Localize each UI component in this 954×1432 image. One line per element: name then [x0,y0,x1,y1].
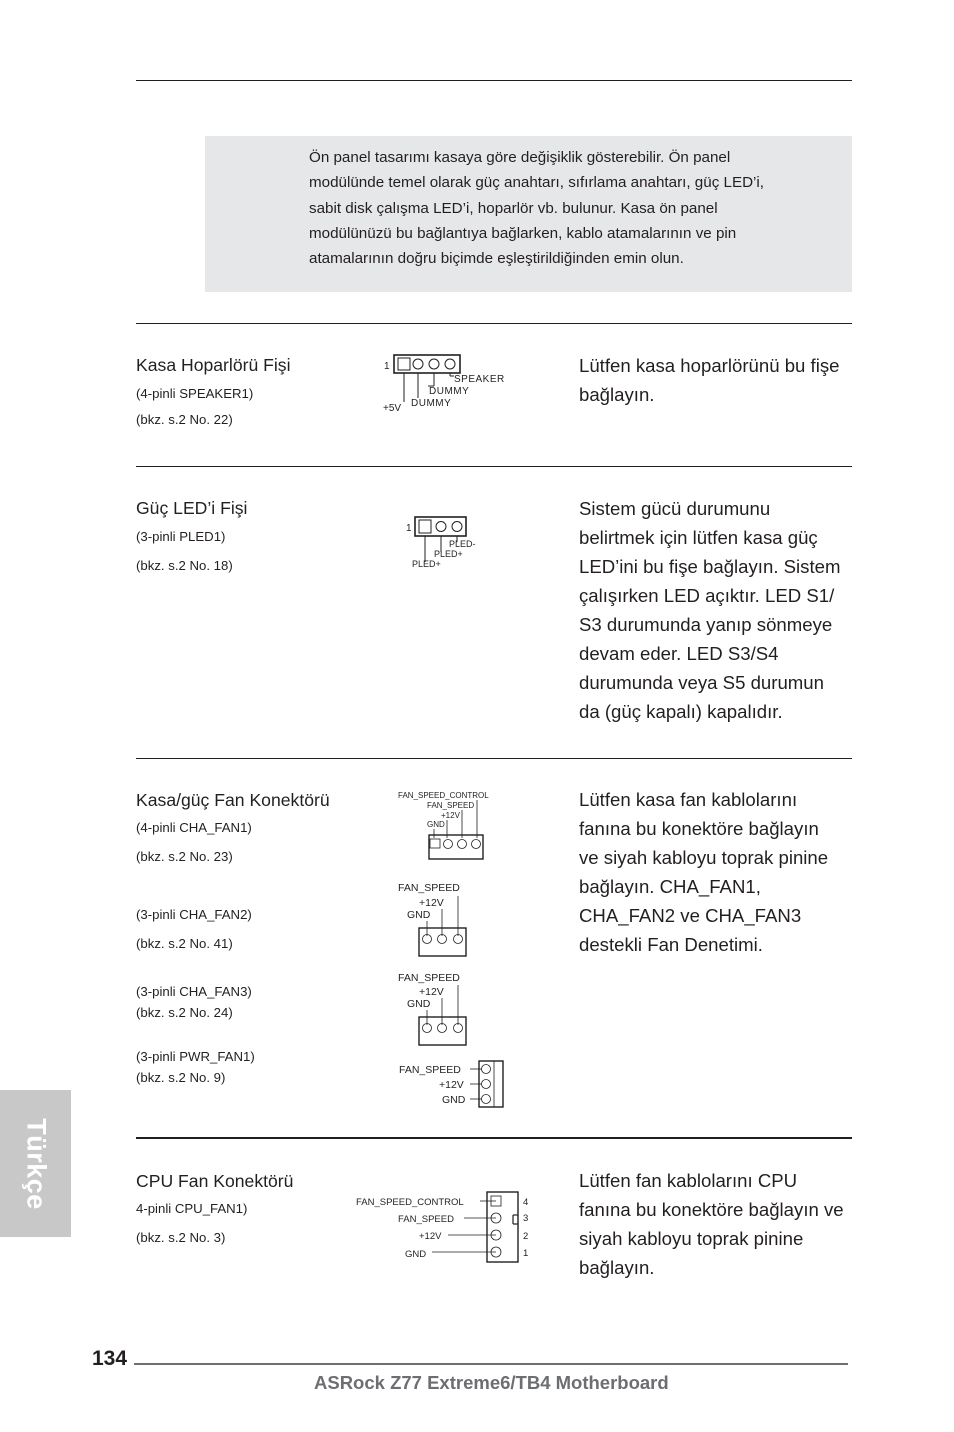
pin1-label: 1 [523,1248,529,1259]
desc-line: LED’ini bu fişe bağlayın. Sistem [579,556,841,577]
chafan2-pins: (3-pinli CHA_FAN2) [136,907,252,922]
desc-line: da (güç kapalı) kapalıdır. [579,701,783,722]
dummy-label: DUMMY [429,386,470,397]
note-line: Ön panel tasarımı kasaya göre değişiklik gösterebilir. Ön panel [309,149,731,166]
chafan1-ref: (bkz. s.2 No. 23) [136,849,233,864]
gnd-label: GND [442,1094,466,1106]
pin4-label: 4 [523,1197,529,1208]
footer-title: ASRock Z77 Extreme6/TB4 Motherboard [314,1372,669,1393]
fan-speed-label: FAN_SPEED [427,801,475,810]
fan-speed-label: FAN_SPEED [399,1064,461,1076]
plus5v-label: +5V [383,403,402,414]
speaker-pins: (4-pinli SPEAKER1) [136,386,254,401]
chafan-description [579,785,828,959]
desc-line: Lütfen kasa hoparlörünü bu fişe [579,355,840,376]
desc-line: Lütfen fan kablolarını CPU [579,1170,798,1191]
desc-line: fanına bu konektöre bağlayın [579,818,819,839]
speaker-description [579,351,840,409]
cpufan-ref: (bkz. s.2 No. 3) [136,1230,226,1245]
plus12v-label: +12V [419,986,444,998]
pwrfan-ref: (bkz. s.2 No. 9) [136,1070,226,1085]
gnd-label: GND [407,998,431,1010]
pwrfan-connector-diagram [396,1058,508,1110]
pled-description [579,494,840,726]
plus12v-label: +12V [441,811,460,820]
pwrfan-pins: (3-pinli PWR_FAN1) [136,1049,255,1064]
note-text [309,145,829,271]
desc-line: destekli Fan Denetimi. [579,934,763,955]
chafan-title: Kasa/güç Fan Konektörü [136,790,330,810]
top-divider [136,80,852,81]
gnd-label: GND [407,909,431,921]
note-line: sabit disk çalışma LED’i, hoparlör vb. bulunur. Kasa ön panel [309,199,718,217]
language-label: Türkçe [21,1117,51,1210]
fan-speed-control-label: FAN_SPEED_CONTROL [356,1197,464,1208]
desc-line: bağlayın. [579,384,655,405]
chafan1-connector-diagram [396,788,506,864]
dummy-label-2: DUMMY [411,398,452,409]
desc-line: durumunda veya S5 durumun [579,672,824,693]
desc-line: S3 durumunda yanıp sönmeye [579,614,833,635]
pled-minus-label: PLED- [449,539,476,549]
chafan3-ref: (bkz. s.2 No. 24) [136,1005,233,1020]
pled-plus-label: PLED+ [434,549,463,559]
desc-line: bağlayın. [579,1257,655,1278]
section-divider [136,466,852,467]
desc-line: belirtmek için lütfen kasa güç [579,527,818,548]
speaker-label: SPEAKER [454,374,505,385]
pin1-label: 1 [384,361,390,372]
speaker-ref: (bkz. s.2 No. 22) [136,412,233,427]
note-line: atamalarının doğru biçimde eşleştirildiğinden emin olun. [309,250,684,268]
plus12v-label: +12V [419,897,444,909]
pled-ref: (bkz. s.2 No. 18) [136,558,233,573]
section-divider [136,758,852,759]
chafan2-connector-diagram [396,880,486,960]
speaker-connector-diagram [378,350,518,414]
chafan3-connector-diagram [396,970,486,1050]
gnd-label: GND [405,1249,427,1260]
chafan1-pins: (4-pinli CHA_FAN1) [136,820,252,835]
section-divider [136,1137,852,1139]
cpufan-description [579,1166,844,1282]
pled-connector-diagram [402,512,492,572]
desc-line: ve siyah kabloyu toprak pinine [579,847,829,868]
fan-speed-label: FAN_SPEED [398,1214,454,1225]
plus12v-label: +12V [419,1231,442,1242]
desc-line: bağlayın. CHA_FAN1, [579,876,761,897]
cpufan-connector-diagram [352,1188,542,1264]
cpufan-pins: 4-pinli CPU_FAN1) [136,1201,248,1216]
pled-pins: (3-pinli PLED1) [136,529,226,544]
pled-title: Güç LED’i Fişi [136,498,248,518]
page-number: 134 [92,1347,128,1370]
pin3-label: 3 [523,1213,529,1224]
desc-line: CHA_FAN2 ve CHA_FAN3 [579,905,802,926]
language-side-tab [0,1090,71,1237]
speaker-title: Kasa Hoparlörü Fişi [136,355,291,375]
footer-divider [134,1363,848,1365]
desc-line: çalışırken LED açıktır. LED S1/ [579,585,835,606]
desc-line: devam eder. LED S3/S4 [579,643,779,664]
fan-speed-control-label: FAN_SPEED_CONTROL [398,791,489,800]
desc-line: siyah kabloyu toprak pinine [579,1228,804,1249]
note-line: modülünde temel olarak güç anahtarı, sıfırlama anahtarı, güç LED’i, [309,174,765,192]
pin1-label: 1 [406,523,412,534]
pin2-label: 2 [523,1231,529,1242]
chafan3-pins: (3-pinli CHA_FAN3) [136,984,252,999]
plus12v-label: +12V [439,1079,464,1091]
fan-speed-label: FAN_SPEED [398,882,460,894]
desc-line: Lütfen kasa fan kablolarını [579,789,798,810]
chafan2-ref: (bkz. s.2 No. 41) [136,936,233,951]
desc-line: fanına bu konektöre bağlayın ve [579,1199,844,1220]
desc-line: Sistem gücü durumunu [579,498,771,519]
note-line: modülünüzü bu bağlantıya bağlarken, kablo atamalarının ve pin [309,224,737,242]
gnd-label: GND [427,820,445,829]
fan-speed-label: FAN_SPEED [398,972,460,984]
cpufan-title: CPU Fan Konektörü [136,1171,294,1191]
section-divider [136,323,852,324]
pled-plus-label-2: PLED+ [412,559,441,569]
